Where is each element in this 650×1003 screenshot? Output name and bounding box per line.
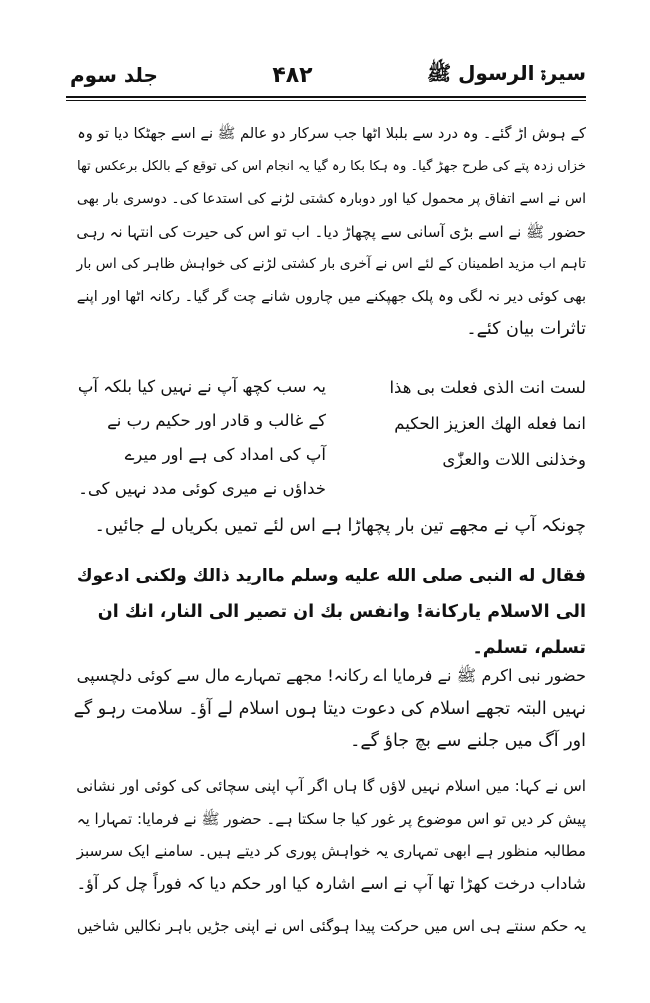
text-line: شاداب درخت کھڑا تھا آپ نے اسے اشارہ کیا اور حکم دیا کہ فوراً چل کر آؤ۔: [76, 873, 586, 893]
arabic-line: تسلم، تسلم۔: [472, 638, 586, 658]
text-line: حضور نبی اکرم ﷺ نے فرمایا اے رکانہ! مجھے تمہارے مال سے کوئی دلچسپی: [76, 666, 586, 685]
translation-line: خداؤں نے میری کوئی مدد نہیں کی۔: [78, 479, 326, 498]
text-line: پیش کر دیں تو اس موضوع پر غور کیا جا سکتا ہے۔ حضور ﷺ نے فرمایا: تمہارا یہ: [76, 809, 586, 828]
text-line: چونکہ آپ نے مجھے تین بار پچھاڑا ہے اس لئے تمیں بکریاں لے جائیں۔: [94, 516, 586, 536]
text-line: خزاں زدہ پتے کی طرح جھڑ گیا۔ وہ ہکا بکا رہ گیا یہ انجام اس کی توقع کے بالکل برعکس تھا: [77, 158, 586, 174]
paragraph-tree: [66, 910, 586, 943]
text-line: اور آگ میں جلنے سے بچ جاؤ گے۔: [350, 731, 586, 751]
translation-line: یہ سب کچھ آپ نے نہیں کیا بلکہ آپ: [77, 377, 326, 396]
text-line: کے ہوش اڑ گئے۔ وہ درد سے بلبلا اٹھا جب سرکار دو عالم ﷺ نے اسے جھٹکا دیا تو وہ: [77, 125, 586, 142]
text-line: نہیں البتہ تجھے اسلام کی دعوت دیتا ہوں اسلام لے آؤ۔ سلامت رہو گے: [73, 698, 586, 719]
volume-label: جلد سوم: [70, 63, 158, 87]
text-line: تاثرات بیان کئے۔: [466, 319, 586, 339]
arabic-line: الی الاسلام یارکانة! وانفس بك ان تصیر الی النار، انك ان: [97, 602, 586, 622]
text-line: حضور ﷺ نے اسے بڑی آسانی سے پچھاڑ دیا۔ اب تو اس کی حیرت کی انتہا نہ رہی: [76, 222, 586, 241]
translation-line: آپ کی امداد کی ہے اور میرے: [124, 445, 326, 464]
running-header: [70, 58, 586, 92]
arabic-quote: [66, 558, 586, 666]
paragraph-sign: [66, 770, 586, 900]
arabic-line: فقال له النبی صلی الله علیه وسلم ماارید ذالك ولکنی ادعوك: [76, 566, 586, 586]
text-line: اس نے کہا: میں اسلام نہیں لاؤں گا ہاں اگر آپ اپنی سچائی کی کوئی اور نشانی: [76, 777, 586, 795]
book-title: سیرۃ الرسول ﷺ: [426, 60, 586, 85]
translation-line: کے غالب و قادر اور حکیم رب نے: [107, 411, 326, 430]
text-line: اس نے اسے اتفاق پر محمول کیا اور دوبارہ کشتی لڑنے کی استدعا کی۔ دوسری بار بھی: [76, 191, 586, 207]
paragraph-goats: [66, 510, 586, 543]
quoted-verse: [66, 370, 586, 515]
paragraph-invitation: [66, 660, 586, 758]
text-line: مطالبہ منظور ہے ابھی تمہاری یہ خواہش پوری کر دیتے ہیں۔ سامنے ایک سرسبز: [76, 842, 586, 860]
verse-translation: [66, 370, 326, 506]
verse-line: انما فعله الھك العزیز الحکیم: [394, 414, 586, 433]
header-rule: [66, 96, 586, 101]
text-line: بھی کوئی دیر نہ لگی وہ پلک جھپکنے میں چاروں شانے چت گر گیا۔ رکانہ اٹھا اور اپنے: [76, 287, 586, 305]
text-line: تاہم اب مزید اطمینان کے لئے اس نے آخری بار کشتی لڑنے کی خواہش ظاہر کی اس بار: [76, 256, 586, 272]
paragraph-wrestling: [66, 118, 586, 346]
verse-arabic: [306, 370, 586, 478]
text-line: یہ حکم سنتے ہی اس میں حرکت پیدا ہوگئی اس نے اپنی جڑیں باہر نکالیں شاخیں: [76, 917, 586, 935]
verse-line: وخذلنی اللات والعزّٰی: [442, 450, 586, 469]
page-number: ۴۸۲: [272, 62, 313, 88]
verse-line: لست انت الذی فعلت بی ھذا: [389, 378, 586, 397]
